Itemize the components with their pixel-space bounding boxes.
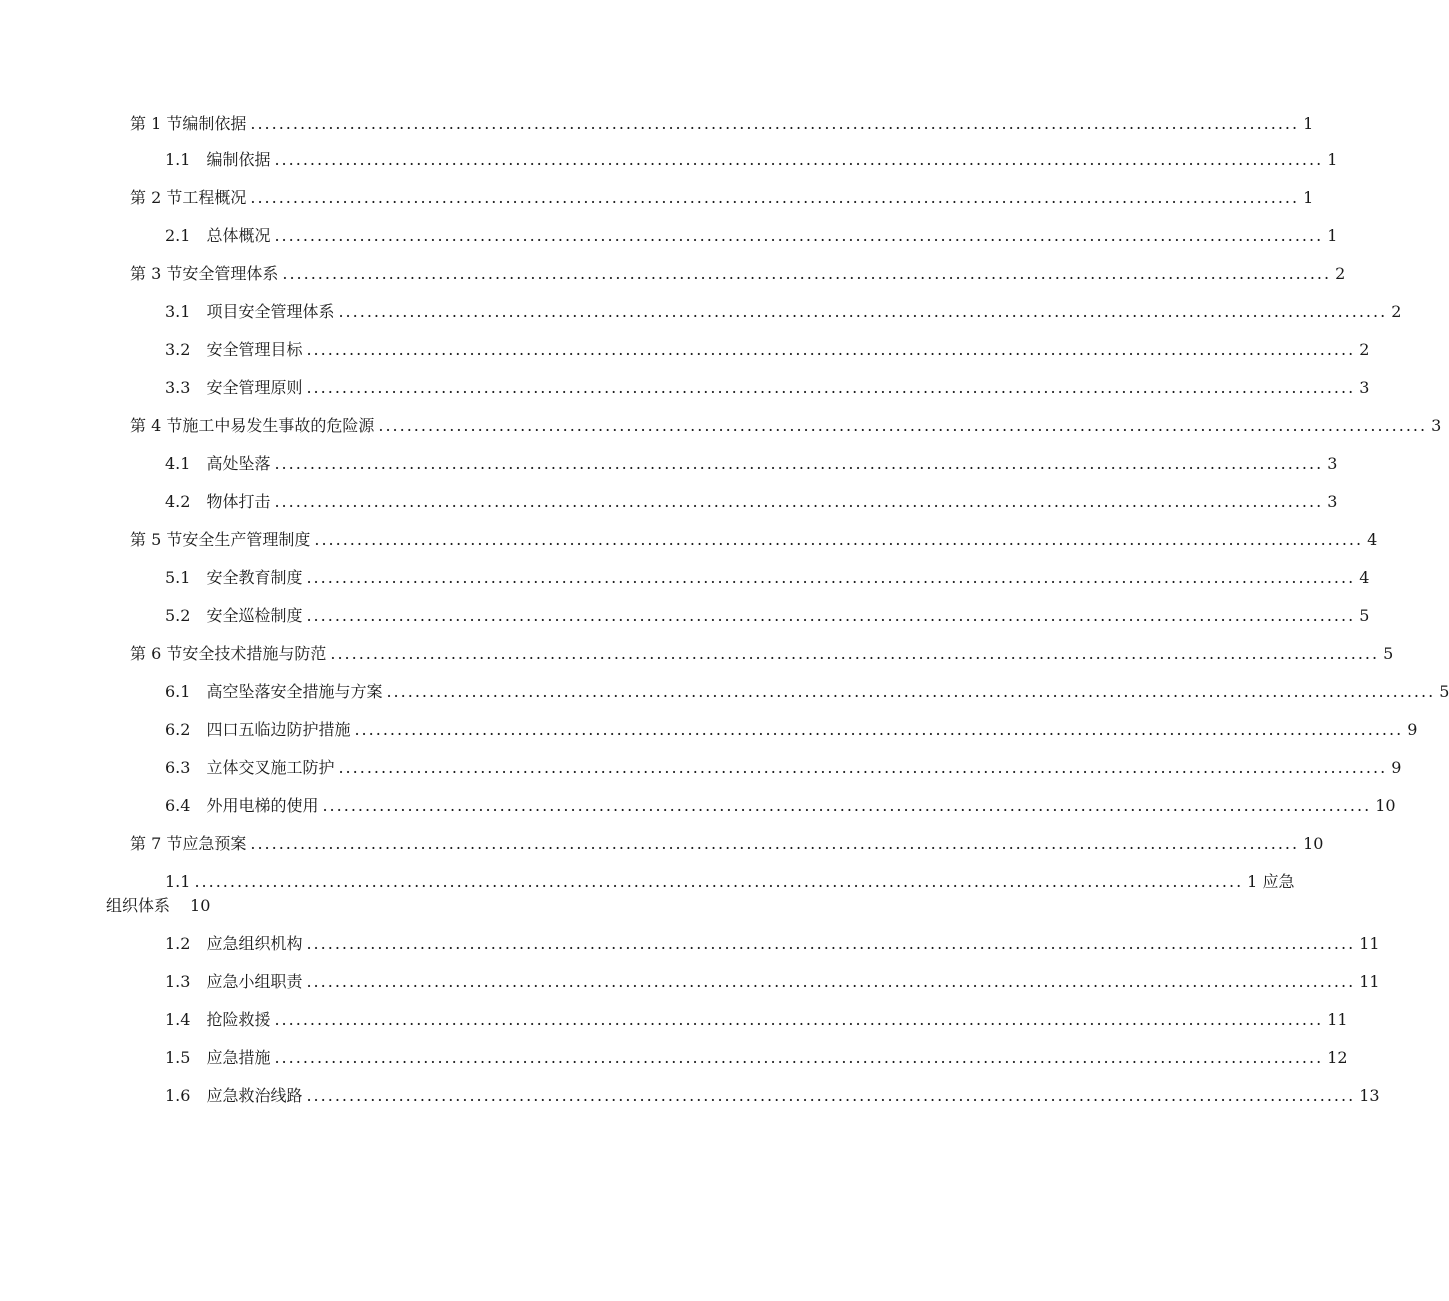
toc-number: 6.3 [165, 758, 191, 777]
toc-leader-dots: .................................................................................................................................................... [322, 796, 1372, 815]
toc-leader-dots: .................................................................................................................................................... [274, 454, 1324, 473]
toc-entry-section-7-2[interactable] [165, 932, 1380, 956]
toc-page-number: 9 [1391, 758, 1402, 777]
toc-page-number: 2 [1359, 340, 1370, 359]
toc-leader-dots: .................................................................................................................................................... [306, 568, 1356, 587]
toc-entry-section-5-1[interactable] [165, 566, 1370, 590]
toc-number: 1.2 [165, 934, 191, 953]
toc-page-number: 3 [1327, 492, 1338, 511]
toc-leader-dots: .................................................................................................................................................... [306, 934, 1356, 953]
toc-page-number: 2 [1335, 264, 1346, 283]
toc-leader-dots: .................................................................................................................................................... [306, 606, 1356, 625]
toc-entry-section-3-1[interactable] [165, 300, 1402, 324]
toc-entry-section-4-1[interactable] [165, 452, 1338, 476]
toc-page-number: 10 [1375, 796, 1396, 815]
toc-number: 1.5 [165, 1048, 191, 1067]
toc-number: 第 4 节 [130, 416, 183, 435]
toc-number: 6.1 [165, 682, 191, 701]
toc-entry-chapter-1[interactable] [130, 112, 1314, 136]
toc-number: 3.1 [165, 302, 191, 321]
toc-entry-chapter-4[interactable] [130, 414, 1442, 438]
toc-leader-dots: .................................................................................................................................................... [274, 492, 1324, 511]
toc-entry-section-3-2[interactable] [165, 338, 1370, 362]
toc-page-number: 1 [1327, 150, 1338, 169]
toc-number: 1.4 [165, 1010, 191, 1029]
toc-leader-dots: .................................................................................................................................................... [338, 302, 1388, 321]
toc-entry-chapter-2[interactable] [130, 186, 1314, 210]
toc-number: 第 6 节 [130, 644, 183, 663]
toc-page-number: 5 [1439, 682, 1449, 701]
toc-title: 工程概况 [182, 188, 247, 207]
toc-page-number: 2 [1391, 302, 1402, 321]
toc-title: 安全管理原则 [206, 378, 303, 397]
toc-leader-dots: .................................................................................................................................................... [194, 872, 1244, 891]
toc-leader-dots: .................................................................................................................................................... [274, 150, 1324, 169]
toc-leader-dots: .................................................................................................................................................... [306, 1086, 1356, 1105]
toc-entry-section-1-1[interactable] [165, 148, 1338, 172]
toc-leader-dots: .................................................................................................................................................... [386, 682, 1436, 701]
toc-page-number: 1 应急 [1247, 872, 1295, 891]
toc-page-number: 11 [1359, 972, 1380, 991]
toc-title: 组织体系 [106, 896, 171, 915]
toc-entry-section-6-4[interactable] [165, 794, 1396, 818]
toc-number: 3.3 [165, 378, 191, 397]
toc-title: 应急措施 [206, 1048, 271, 1067]
toc-number: 6.2 [165, 720, 191, 739]
toc-leader-dots: .................................................................................................................................................... [306, 340, 1356, 359]
toc-title: 安全技术措施与防范 [182, 644, 327, 663]
toc-leader-dots: .................................................................................................................................................... [306, 972, 1356, 991]
toc-page-number: 9 [1407, 720, 1418, 739]
toc-number: 第 5 节 [130, 530, 183, 549]
toc-leader-dots: .................................................................................................................................................... [314, 530, 1364, 549]
toc-entry-chapter-5[interactable] [130, 528, 1378, 552]
toc-leader-dots: .................................................................................................................................................... [354, 720, 1404, 739]
toc-title: 项目安全管理体系 [206, 302, 335, 321]
toc-page-number: 11 [1327, 1010, 1348, 1029]
toc-title: 总体概况 [206, 226, 271, 245]
toc-entry-section-2-1[interactable] [165, 224, 1338, 248]
toc-entry-section-7-1-wrapped[interactable] [165, 870, 1295, 894]
toc-title: 应急组织机构 [206, 934, 303, 953]
toc-title: 四口五临边防护措施 [206, 720, 351, 739]
toc-page-number: 3 [1431, 416, 1442, 435]
toc-page-number: 12 [1327, 1048, 1348, 1067]
toc-number: 第 7 节 [130, 834, 183, 853]
toc-leader-dots: .................................................................................................................................................... [250, 188, 1300, 207]
toc-leader-dots: .................................................................................................................................................... [250, 114, 1300, 133]
toc-entry-section-5-2[interactable] [165, 604, 1370, 628]
toc-title: 应急救治线路 [206, 1086, 303, 1105]
toc-entry-section-6-1[interactable] [165, 680, 1449, 704]
toc-number: 4.1 [165, 454, 191, 473]
toc-number: 3.2 [165, 340, 191, 359]
toc-title: 外用电梯的使用 [206, 796, 319, 815]
toc-leader-dots: .................................................................................................................................................... [306, 378, 1356, 397]
toc-entry-chapter-3[interactable] [130, 262, 1346, 286]
toc-page-number: 10 [190, 896, 211, 915]
toc-title: 安全教育制度 [206, 568, 303, 587]
toc-entry-section-7-6[interactable] [165, 1084, 1380, 1108]
toc-title: 安全生产管理制度 [182, 530, 311, 549]
toc-leader-dots: .................................................................................................................................................... [274, 1010, 1324, 1029]
toc-number: 5.2 [165, 606, 191, 625]
toc-number: 4.2 [165, 492, 191, 511]
toc-entry-section-6-2[interactable] [165, 718, 1418, 742]
toc-page-number: 4 [1359, 568, 1370, 587]
toc-page-number: 3 [1327, 454, 1338, 473]
toc-title: 安全管理体系 [182, 264, 279, 283]
toc-title: 立体交叉施工防护 [206, 758, 335, 777]
toc-number: 1.1 [165, 150, 191, 169]
toc-number: 1.3 [165, 972, 191, 991]
toc-title: 高处坠落 [206, 454, 271, 473]
toc-title: 编制依据 [182, 114, 247, 133]
toc-entry-section-7-4[interactable] [165, 1008, 1348, 1032]
toc-number: 第 1 节 [130, 114, 183, 133]
toc-number: 1.1 [165, 872, 191, 891]
toc-number: 第 2 节 [130, 188, 183, 207]
toc-number: 6.4 [165, 796, 191, 815]
toc-page-number: 1 [1303, 188, 1314, 207]
toc-title: 抢险救援 [206, 1010, 271, 1029]
toc-title: 物体打击 [206, 492, 271, 511]
toc-entry-section-7-5[interactable] [165, 1046, 1348, 1070]
toc-entry-chapter-6[interactable] [130, 642, 1394, 666]
toc-entry-chapter-7[interactable] [130, 832, 1324, 856]
toc-number: 2.1 [165, 226, 191, 245]
toc-entry-section-4-2[interactable] [165, 490, 1338, 514]
toc-entry-section-6-3[interactable] [165, 756, 1402, 780]
toc-number: 第 3 节 [130, 264, 183, 283]
toc-title: 施工中易发生事故的危险源 [182, 416, 375, 435]
toc-page-number: 4 [1367, 530, 1378, 549]
toc-page-number: 13 [1359, 1086, 1380, 1105]
toc-title: 高空坠落安全措施与方案 [206, 682, 383, 701]
toc-title: 编制依据 [206, 150, 271, 169]
toc-leader-dots: .................................................................................................................................................... [338, 758, 1388, 777]
toc-title: 安全管理目标 [206, 340, 303, 359]
toc-leader-dots: .................................................................................................................................................... [282, 264, 1332, 283]
toc-leader-dots: .................................................................................................................................................... [250, 834, 1300, 853]
toc-page-number: 11 [1359, 934, 1380, 953]
toc-leader-dots: .................................................................................................................................................... [274, 1048, 1324, 1067]
toc-page-number: 5 [1383, 644, 1394, 663]
toc-leader-dots: .................................................................................................................................................... [274, 226, 1324, 245]
toc-leader-dots: .................................................................................................................................................... [378, 416, 1428, 435]
toc-number: 1.6 [165, 1086, 191, 1105]
toc-page-number: 1 [1327, 226, 1338, 245]
toc-page-number: 1 [1303, 114, 1314, 133]
toc-entry-section-7-3[interactable] [165, 970, 1380, 994]
toc-entry-wrapped-continuation[interactable] [106, 894, 210, 918]
toc-page-number: 10 [1303, 834, 1324, 853]
toc-number: 5.1 [165, 568, 191, 587]
toc-title: 应急预案 [182, 834, 247, 853]
toc-title: 应急小组职责 [206, 972, 303, 991]
toc-entry-section-3-3[interactable] [165, 376, 1370, 400]
toc-page-number: 3 [1359, 378, 1370, 397]
toc-title: 安全巡检制度 [206, 606, 303, 625]
toc-page-number: 5 [1359, 606, 1370, 625]
toc-leader-dots: .................................................................................................................................................... [330, 644, 1380, 663]
